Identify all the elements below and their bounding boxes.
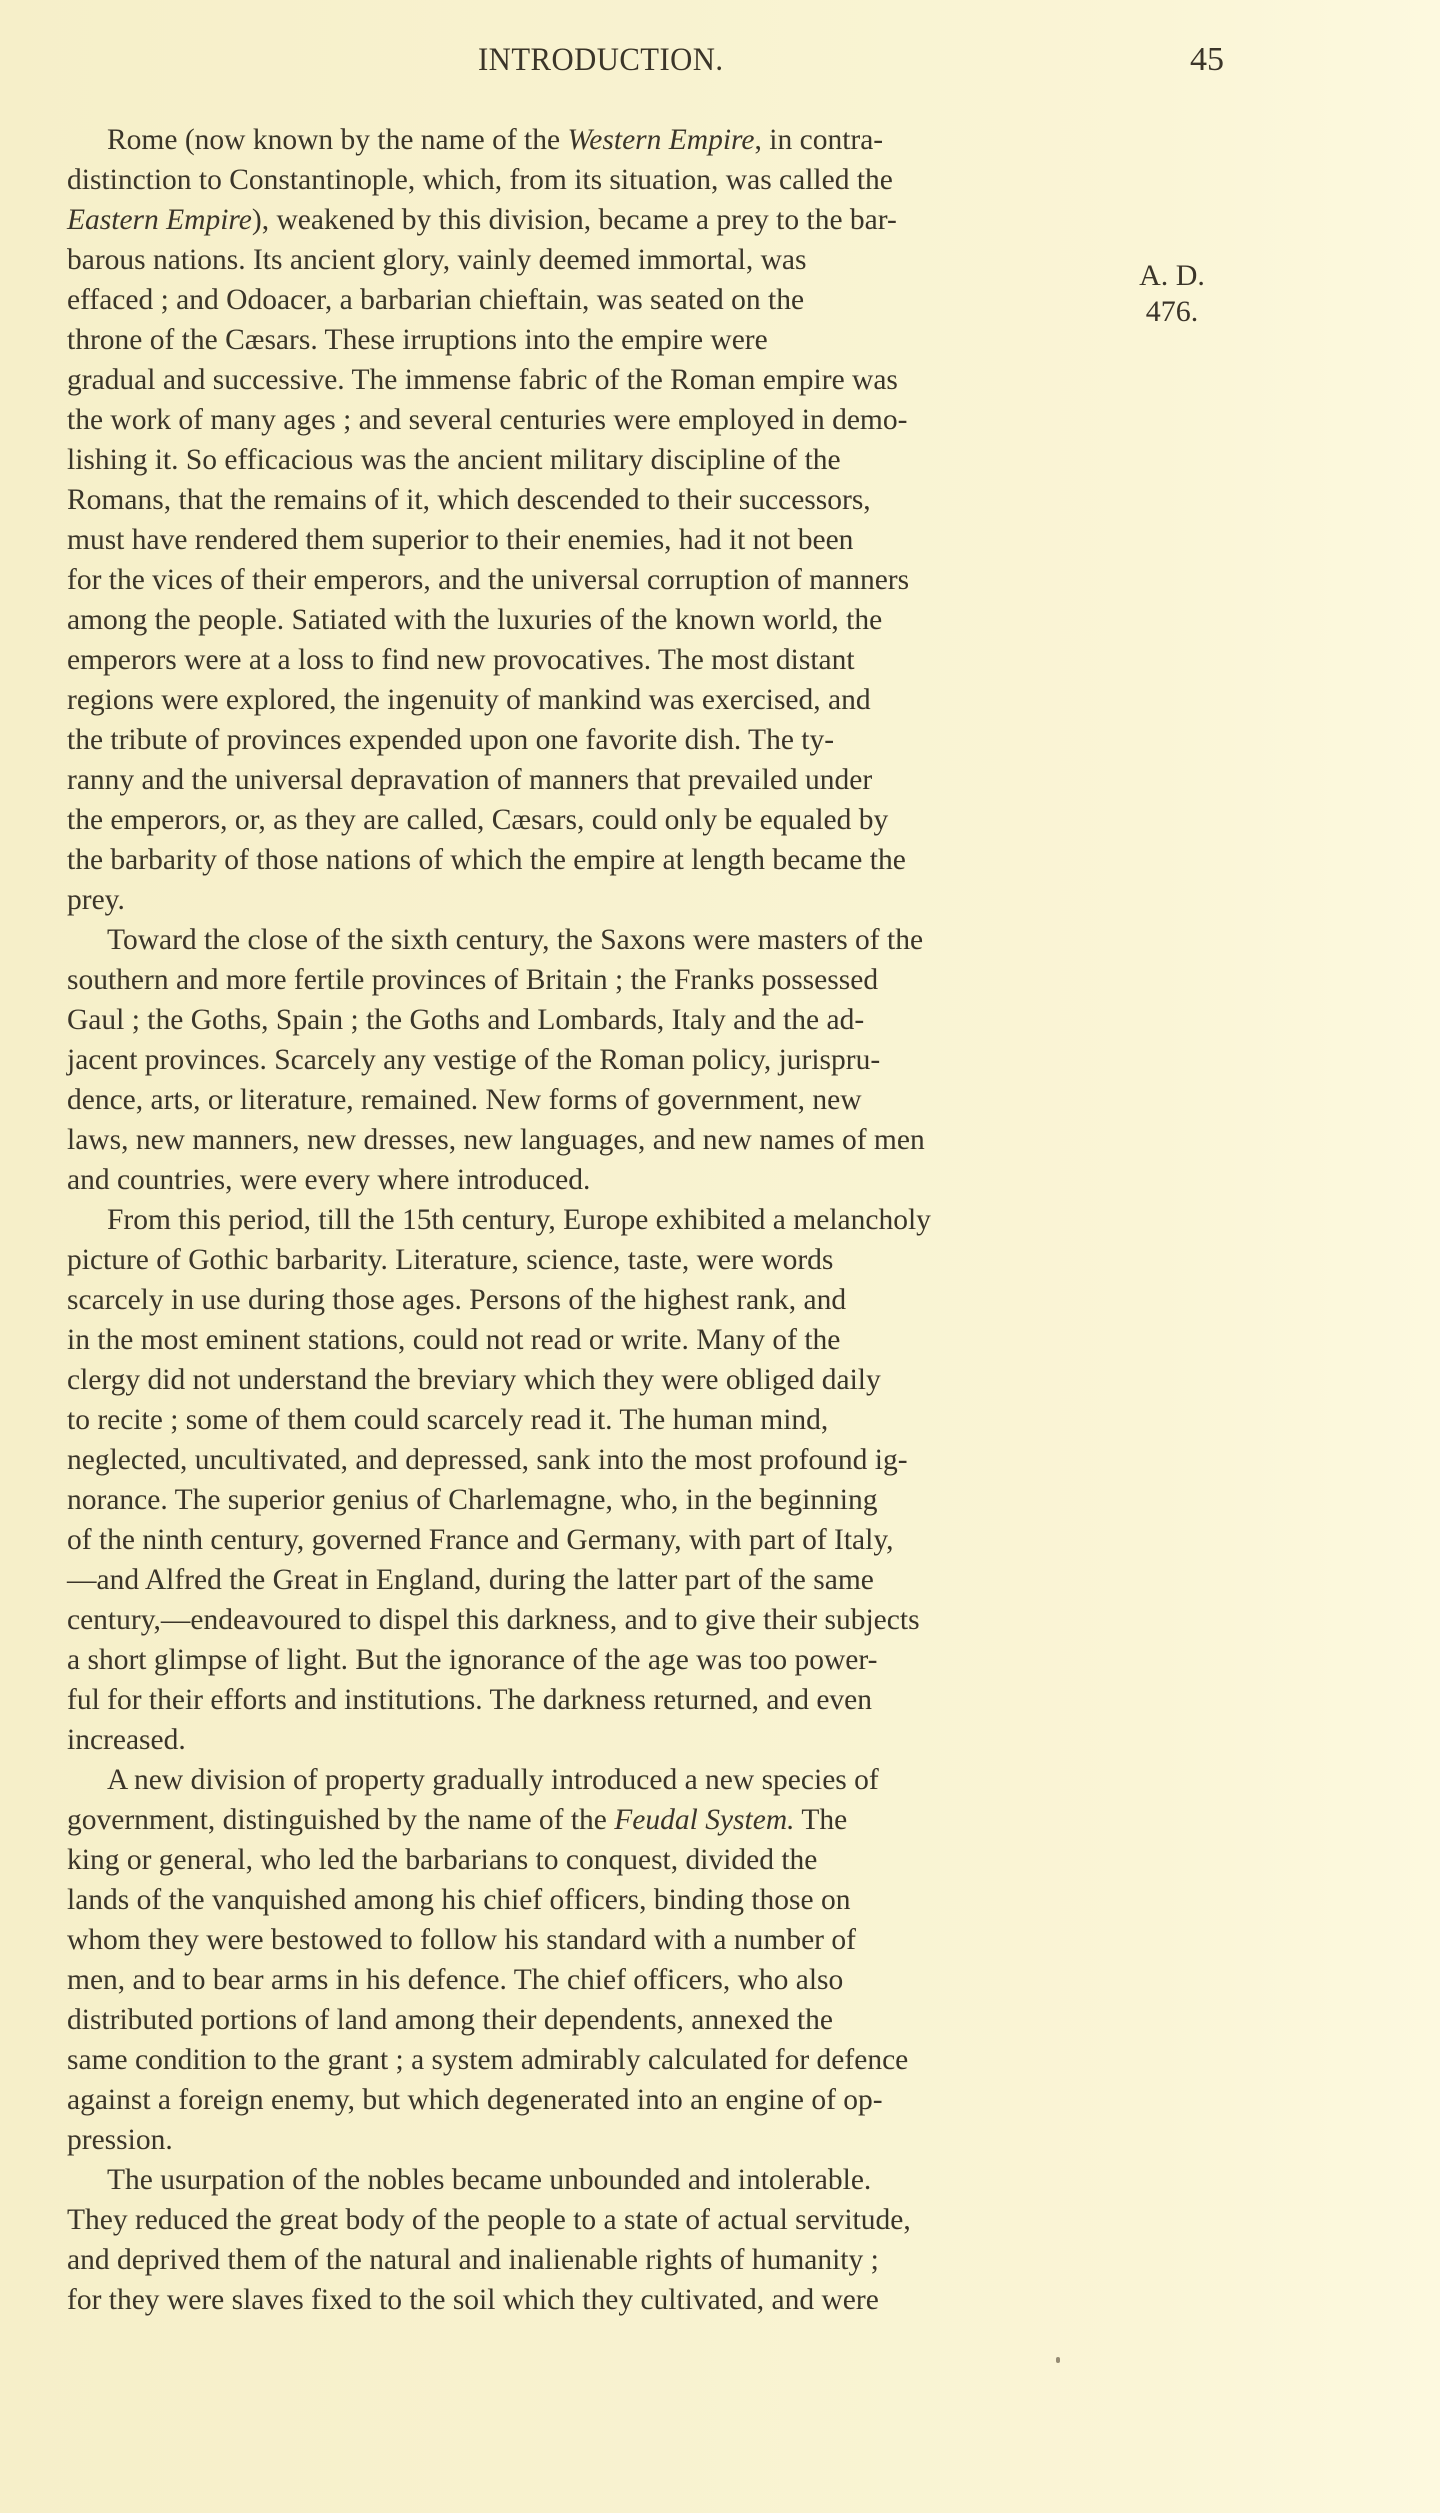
text-line: [67, 1080, 1234, 1120]
text-line: [67, 1840, 1234, 1880]
text-line: [67, 2040, 1234, 2080]
text-line: [67, 520, 1234, 560]
text-segment: the work of many ages ; and several centuries were employed in demo-: [67, 404, 908, 436]
text-line: [67, 760, 1234, 800]
text-segment: A new division of property gradually introduced a new species of: [107, 1764, 879, 1796]
text-segment: scarcely in use during those ages. Persons of the highest rank, and: [67, 1284, 847, 1316]
text-segment: norance. The superior genius of Charlemagne, who, in the beginning: [67, 1484, 878, 1516]
body-text: [67, 120, 1234, 2320]
text-line: [67, 2160, 1234, 2200]
text-segment: picture of Gothic barbarity. Literature, science, taste, were words: [67, 1244, 834, 1276]
text-line: [67, 200, 1234, 240]
text-segment: throne of the Cæsars. These irruptions into the empire were: [67, 324, 768, 356]
text-segment: From this period, till the 15th century, Europe exhibited a melancholy: [107, 1204, 931, 1236]
text-segment: Gaul ; the Goths, Spain ; the Goths and Lombards, Italy and the ad-: [67, 1004, 865, 1036]
paragraph: [67, 2160, 1234, 2320]
text-segment: pression.: [67, 2124, 173, 2156]
text-segment: dence, arts, or literature, remained. New forms of government, new: [67, 1084, 862, 1116]
text-segment: the barbarity of those nations of which the empire at length became the: [67, 844, 906, 876]
text-line: [67, 680, 1234, 720]
text-segment: of the ninth century, governed France and Germany, with part of Italy,: [67, 1524, 894, 1556]
text-segment: clergy did not understand the breviary which they were obliged daily: [67, 1364, 881, 1396]
text-segment: century,—endeavoured to dispel this darkness, and to give their subjects: [67, 1604, 920, 1636]
margin-note-year: 476.: [1145, 295, 1199, 328]
text-line: [67, 1400, 1234, 1440]
text-line: [67, 1440, 1234, 1480]
paragraph: [67, 120, 1234, 920]
text-line: [67, 320, 1111, 360]
text-line: [67, 1680, 1234, 1720]
text-line: [67, 640, 1234, 680]
text-line: [67, 2120, 1234, 2160]
text-line: [67, 1560, 1234, 1600]
text-line: [67, 1760, 1234, 1800]
text-segment: southern and more fertile provinces of Britain ; the Franks possessed: [67, 964, 879, 996]
text-segment: ), weakened by this division, became a prey to the bar-: [251, 204, 897, 236]
italic-term: Eastern Empire: [67, 204, 252, 236]
text-line: [67, 1120, 1234, 1160]
text-segment: regions were explored, the ingenuity of mankind was exercised, and: [67, 684, 871, 716]
text-line: [67, 400, 1234, 440]
text-line: [67, 1880, 1234, 1920]
text-line: [67, 1600, 1234, 1640]
text-line: [67, 2080, 1234, 2120]
paragraph: [67, 1760, 1234, 2160]
text-line: [67, 880, 1234, 920]
text-segment: distributed portions of land among their dependents, annexed the: [67, 2004, 833, 2036]
text-line: [67, 1160, 1234, 1200]
text-segment: jacent provinces. Scarcely any vestige of the Roman policy, jurispru-: [67, 1044, 881, 1076]
text-segment: ful for their efforts and institutions. The darkness returned, and even: [67, 1684, 873, 1716]
text-segment: for they were slaves fixed to the soil which they cultivated, and were: [67, 2284, 879, 2316]
text-segment: a short glimpse of light. But the ignorance of the age was too power-: [67, 1644, 878, 1676]
text-segment: same condition to the grant ; a system admirably calculated for defence: [67, 2044, 909, 2076]
paper-speck: [1056, 2357, 1060, 2363]
text-line: [67, 920, 1234, 960]
margin-note-era: A. D.: [1139, 259, 1205, 292]
text-line: [67, 2240, 1234, 2280]
text-line: [67, 560, 1234, 600]
text-segment: emperors were at a loss to find new provocatives. The most distant: [67, 644, 855, 676]
running-title: INTRODUCTION.: [478, 42, 724, 78]
running-head: [0, 38, 1440, 82]
text-segment: government, distinguished by the name of the: [67, 1804, 615, 1836]
text-segment: whom they were bestowed to follow his standard with a number of: [67, 1924, 856, 1956]
text-segment: , in contra-: [754, 124, 884, 156]
paragraph: [67, 920, 1234, 1200]
text-segment: Romans, that the remains of it, which descended to their successors,: [67, 484, 871, 516]
text-line: [67, 1520, 1234, 1560]
text-segment: lishing it. So efficacious was the ancient military discipline of the: [67, 444, 841, 476]
text-line: [67, 1200, 1234, 1240]
text-line: [67, 160, 1234, 200]
text-segment: the tribute of provinces expended upon one favorite dish. The ty-: [67, 724, 835, 756]
text-segment: among the people. Satiated with the luxuries of the known world, the: [67, 604, 883, 636]
text-segment: gradual and successive. The immense fabric of the Roman empire was: [67, 364, 898, 396]
margin-note-date: [1122, 258, 1222, 330]
text-line: [67, 1320, 1234, 1360]
text-line: [67, 1920, 1234, 1960]
text-segment: and deprived them of the natural and inalienable rights of humanity ;: [67, 2244, 879, 2276]
text-segment: men, and to bear arms in his defence. The chief officers, who also: [67, 1964, 844, 1996]
text-line: [67, 1480, 1234, 1520]
text-segment: —and Alfred the Great in England, during the latter part of the same: [67, 1564, 874, 1596]
italic-term: Feudal System.: [614, 1804, 795, 1836]
text-line: [67, 480, 1234, 520]
text-segment: must have rendered them superior to their enemies, had it not been: [67, 524, 854, 556]
text-line: [67, 440, 1234, 480]
text-line: [67, 280, 1111, 320]
text-segment: The: [794, 1804, 848, 1836]
text-segment: for the vices of their emperors, and the universal corruption of manners: [67, 564, 910, 596]
text-line: [67, 1360, 1234, 1400]
text-segment: lands of the vanquished among his chief officers, binding those on: [67, 1884, 851, 1916]
text-line: [67, 240, 1111, 280]
text-line: [67, 1280, 1234, 1320]
text-segment: prey.: [67, 884, 125, 916]
text-segment: The usurpation of the nobles became unbounded and intolerable.: [107, 2164, 872, 2196]
page-number: 45: [1190, 41, 1224, 78]
text-line: [67, 1720, 1234, 1760]
text-segment: laws, new manners, new dresses, new languages, and new names of men: [67, 1124, 925, 1156]
text-line: [67, 120, 1234, 160]
text-line: [67, 960, 1234, 1000]
text-segment: distinction to Constantinople, which, from its situation, was called the: [67, 164, 893, 196]
text-line: [67, 1640, 1234, 1680]
text-segment: Rome (now known by the name of the: [107, 124, 568, 156]
text-line: [67, 720, 1234, 760]
text-line: [67, 1960, 1234, 2000]
text-line: [67, 840, 1234, 880]
text-segment: the emperors, or, as they are called, Cæsars, could only be equaled by: [67, 804, 889, 836]
text-segment: barous nations. Its ancient glory, vainly deemed immortal, was: [67, 244, 807, 276]
text-line: [67, 1000, 1234, 1040]
text-line: [67, 2280, 1234, 2320]
text-segment: Toward the close of the sixth century, the Saxons were masters of the: [107, 924, 924, 956]
text-segment: king or general, who led the barbarians to conquest, divided the: [67, 1844, 818, 1876]
text-line: [67, 360, 1234, 400]
text-segment: to recite ; some of them could scarcely read it. The human mind,: [67, 1404, 829, 1436]
text-line: [67, 1240, 1234, 1280]
text-segment: against a foreign enemy, but which degenerated into an engine of op-: [67, 2084, 883, 2116]
text-line: [67, 600, 1234, 640]
text-segment: ranny and the universal depravation of manners that prevailed under: [67, 764, 873, 796]
text-segment: in the most eminent stations, could not read or write. Many of the: [67, 1324, 841, 1356]
text-line: [67, 2000, 1234, 2040]
text-line: [67, 1800, 1234, 1840]
text-line: [67, 2200, 1234, 2240]
text-segment: neglected, uncultivated, and depressed, sank into the most profound ig-: [67, 1444, 908, 1476]
text-segment: effaced ; and Odoacer, a barbarian chieftain, was seated on the: [67, 284, 805, 316]
italic-term: Western Empire: [567, 124, 755, 156]
text-segment: and countries, were every where introduced.: [67, 1164, 591, 1196]
text-segment: They reduced the great body of the people to a state of actual servitude,: [67, 2204, 911, 2236]
text-segment: increased.: [67, 1724, 186, 1756]
paragraph: [67, 1200, 1234, 1760]
text-line: [67, 1040, 1234, 1080]
text-line: [67, 800, 1234, 840]
